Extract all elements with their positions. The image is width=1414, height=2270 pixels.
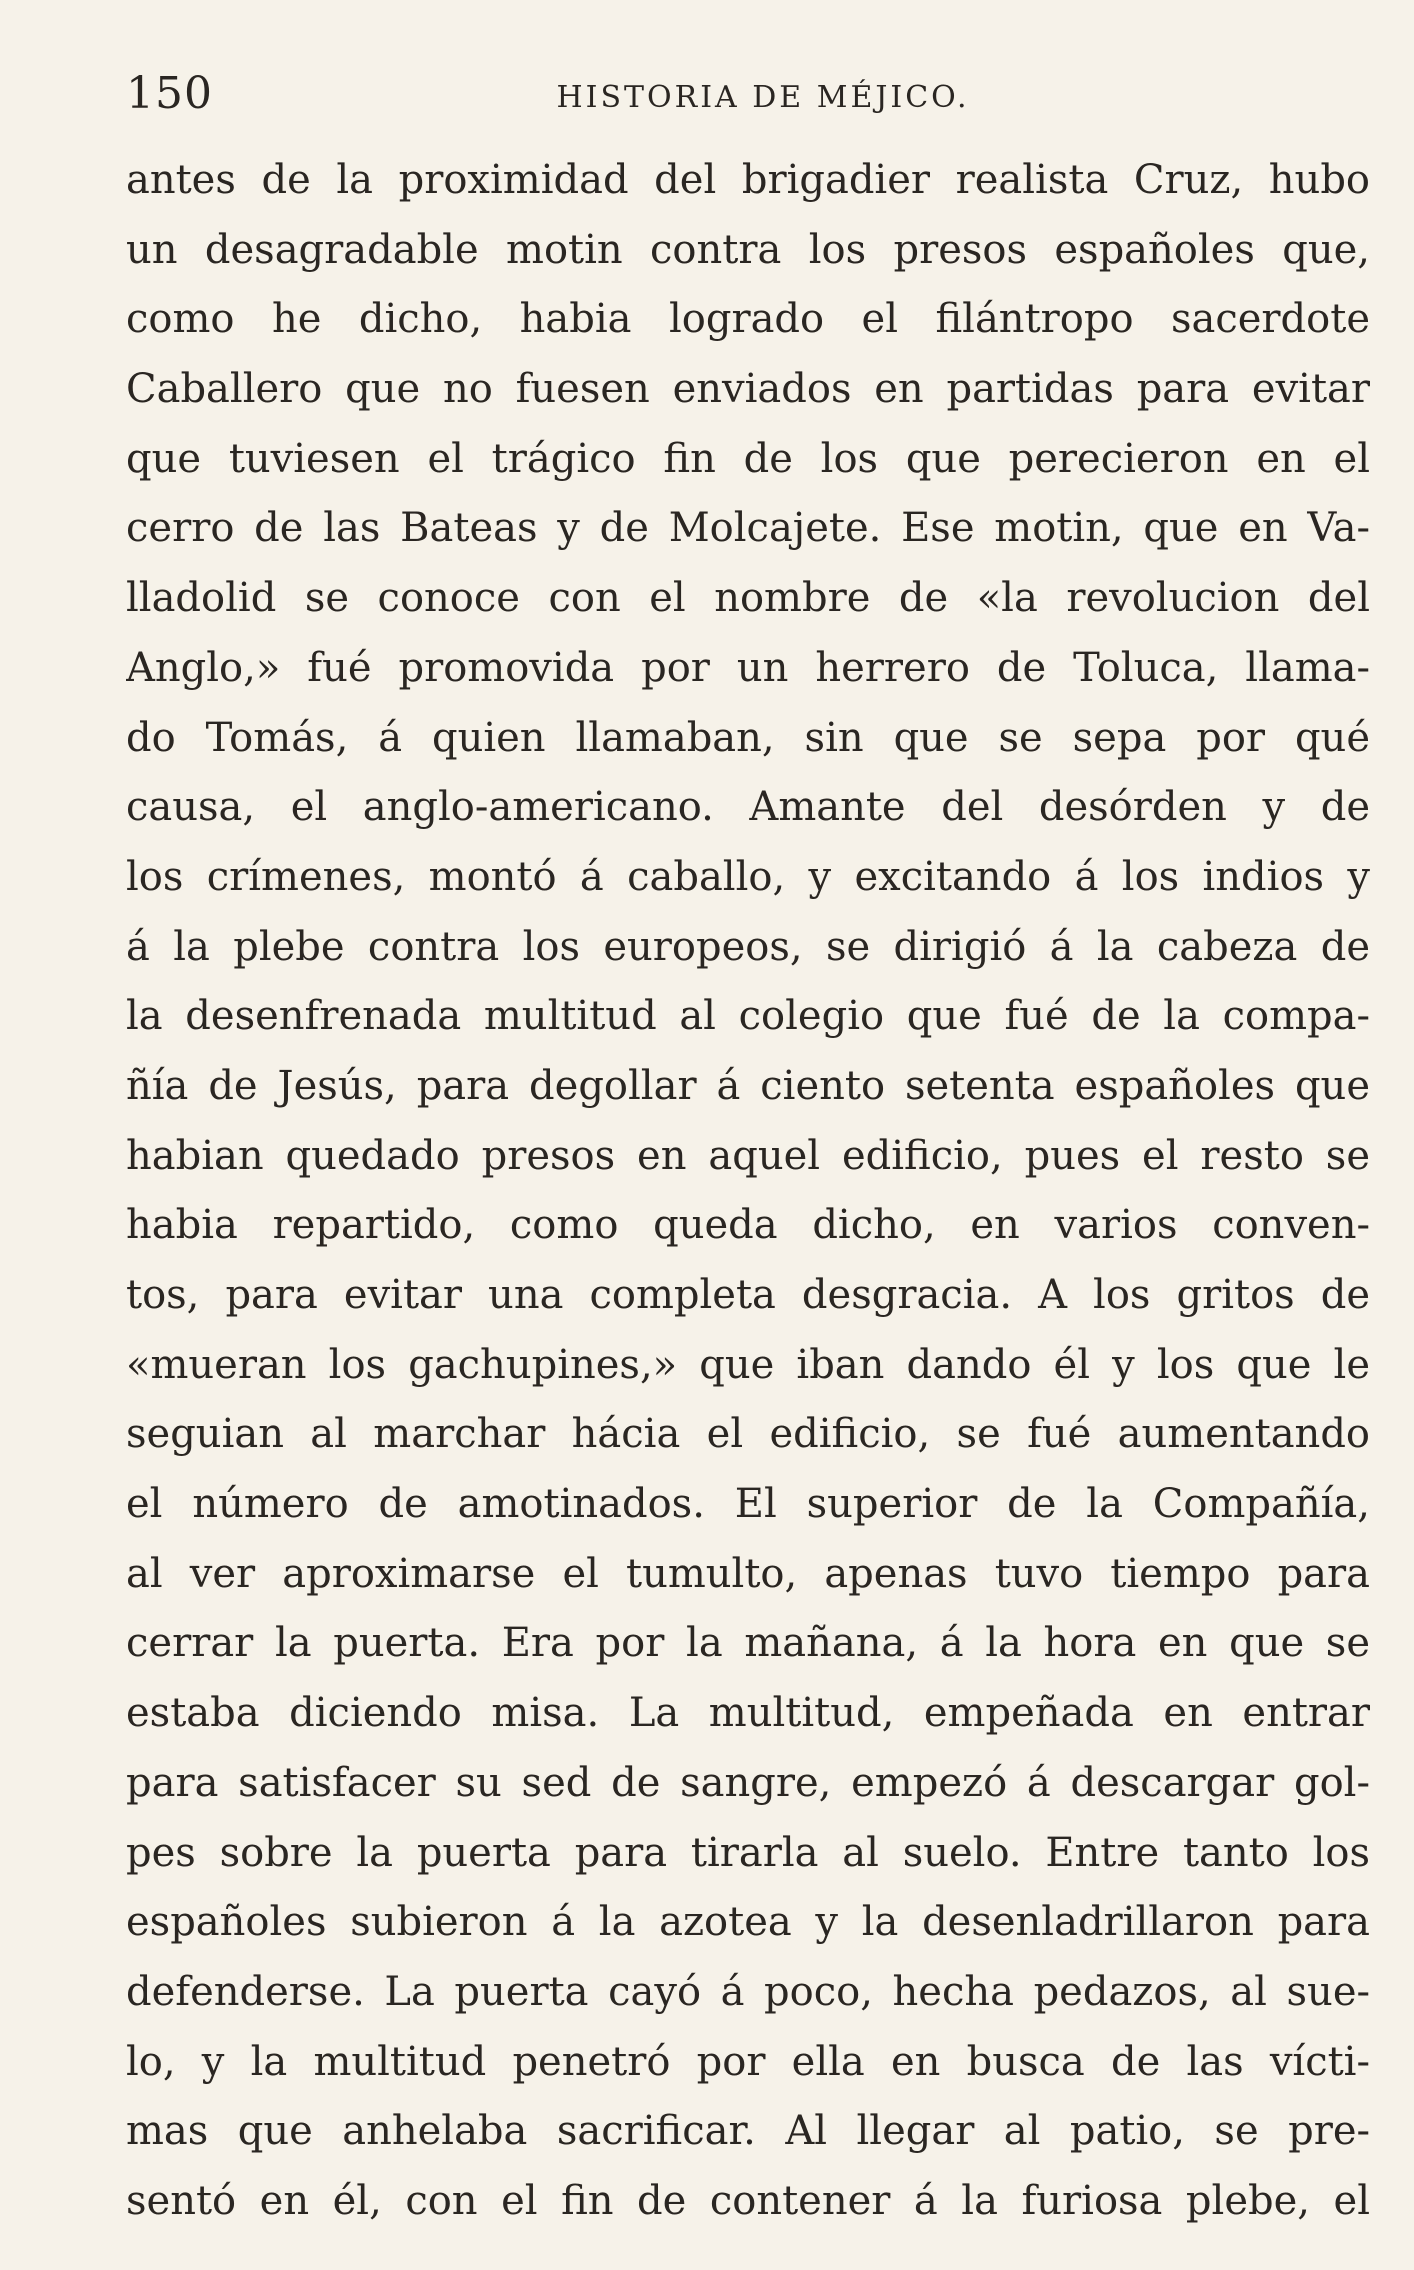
text-line: cerro de las Bateas y de Molcajete. Ese motin, que en Va- — [126, 505, 1370, 552]
text-line: mas que anhelaba sacrificar. Al llegar al patio, se pre- — [126, 2108, 1370, 2155]
text-line: sentó en él, con el fin de contener á la furiosa plebe, el — [126, 2177, 1370, 2224]
text-line: «mueran los gachupines,» que iban dando él y los que le — [126, 1341, 1370, 1388]
text-line: do Tomás, á quien llamaban, sin que se sepa por qué — [126, 714, 1370, 761]
running-head — [126, 64, 1370, 124]
text-line: tos, para evitar una completa desgracia. A los gritos de — [126, 1272, 1370, 1318]
running-title: HISTORIA DE MÉJICO. — [556, 80, 970, 115]
text-line: estaba diciendo misa. La multitud, empeñada en entrar — [126, 1690, 1370, 1737]
text-line: Caballero que no fuesen enviados en partidas para evitar — [126, 366, 1370, 413]
page-number: 150 — [126, 68, 213, 119]
text-line: causa, el anglo-americano. Amante del desórden y de — [126, 784, 1370, 831]
text-line: cerrar la puerta. Era por la mañana, á la hora en que se — [126, 1620, 1370, 1667]
text-line: pes sobre la puerta para tirarla al suelo. Entre tanto los — [126, 1829, 1370, 1876]
text-line: á la plebe contra los europeos, se dirigió á la cabeza de — [126, 923, 1370, 970]
text-line: Anglo,» fué promovida por un herrero de Toluca, llama- — [126, 644, 1370, 691]
text-line: como he dicho, habia logrado el filántropo sacerdote — [126, 296, 1370, 343]
text-line: habian quedado presos en aquel edificio, pues el resto se — [126, 1132, 1370, 1179]
text-line: seguian al marchar hácia el edificio, se fué aumentando — [126, 1411, 1370, 1458]
text-line: antes de la proximidad del brigadier realista Cruz, hubo — [126, 157, 1370, 203]
text-line: defenderse. La puerta cayó á poco, hecha pedazos, al sue- — [126, 1968, 1370, 2015]
text-line: habia repartido, como queda dicho, en varios conven- — [126, 1202, 1370, 1249]
body-text — [126, 146, 1370, 2237]
text-line: los crímenes, montó á caballo, y excitando á los indios y — [126, 853, 1370, 900]
text-line: lladolid se conoce con el nombre de «la revolucion del — [126, 575, 1370, 622]
text-line: lo, y la multitud penetró por ella en busca de las vícti- — [126, 2038, 1370, 2085]
text-line: el número de amotinados. El superior de la Compañía, — [126, 1481, 1370, 1528]
text-line: ñía de Jesús, para degollar á ciento setenta españoles que — [126, 1062, 1370, 1109]
text-line: que tuviesen el trágico fin de los que perecieron en el — [126, 435, 1370, 482]
text-line: un desagradable motin contra los presos españoles que, — [126, 226, 1370, 273]
text-line: la desenfrenada multitud al colegio que fué de la compa- — [126, 993, 1370, 1040]
text-line: al ver aproximarse el tumulto, apenas tuvo tiempo para — [126, 1550, 1370, 1597]
text-line: españoles subieron á la azotea y la desenladrillaron para — [126, 1899, 1370, 1946]
text-line: para satisfacer su sed de sangre, empezó á descargar gol- — [126, 1759, 1370, 1806]
